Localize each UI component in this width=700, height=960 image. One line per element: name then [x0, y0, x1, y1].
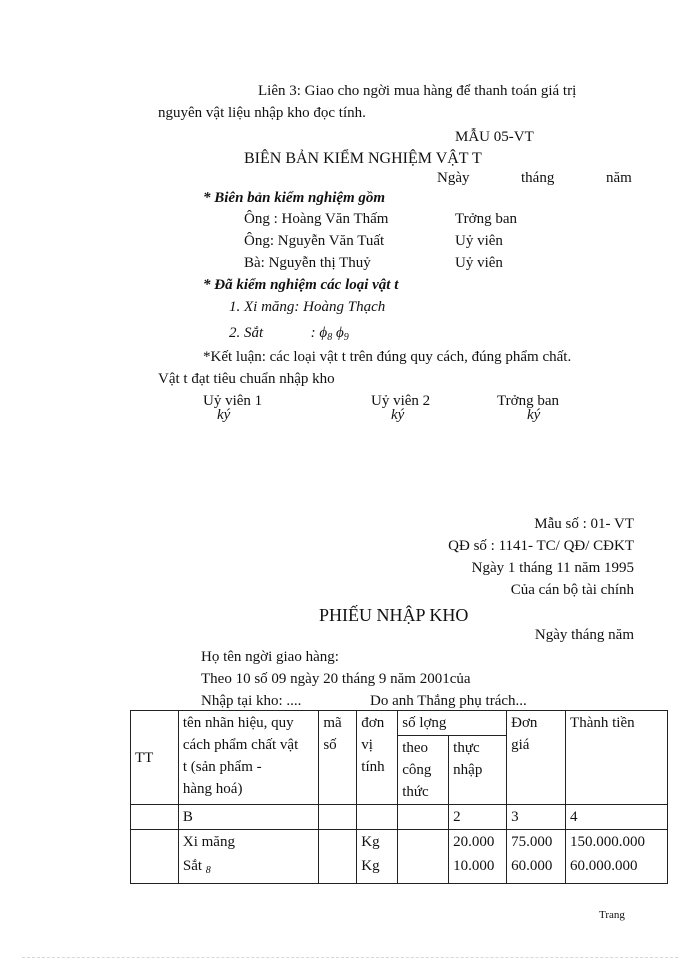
phi-symbol: ϕ [335, 325, 344, 341]
table-index-row [131, 805, 668, 830]
header-unit [357, 711, 398, 805]
phi-subscript: 8 [327, 332, 333, 343]
form2-code-line-2: QĐ số : 1141- TC/ QĐ/ CĐKT [448, 538, 634, 554]
header-qty-doc-line: theo [402, 740, 429, 756]
row-unit: Kg [361, 858, 380, 874]
header-price-line: giá [511, 737, 530, 753]
header-qty-doc-line: thức [402, 784, 429, 800]
member-name: Ông : Hoàng Văn Thấm [244, 211, 389, 227]
table-cell [319, 830, 357, 884]
table-cell [398, 830, 449, 884]
table-cell [357, 830, 398, 884]
header-code-line: số [323, 737, 337, 753]
row-actual: 20.000 [453, 834, 495, 850]
table-cell: 4 [566, 805, 668, 830]
conclusion-line-1: *Kết luận: các loại vật t trên đúng quy cách, đúng phẩm chất. [203, 349, 572, 365]
goods-receipt-table [130, 710, 668, 884]
warehouse-label: Nhập tại kho: .... [201, 693, 302, 709]
phi-symbol: ϕ [319, 325, 328, 341]
page-footer-label: Trang [599, 909, 625, 921]
member-name: Bà: Nguyễn thị Thuỷ [244, 255, 371, 271]
header-name-line: t (sản phẩm - [182, 759, 262, 775]
row-name [183, 855, 314, 882]
table-cell [178, 830, 318, 884]
table-cell: B [178, 805, 318, 830]
header-unit-line: đơn [361, 715, 385, 731]
row-name: Xi măng [182, 834, 235, 850]
warehouse-manager: Do anh Thắng phụ trách... [370, 693, 527, 709]
header-name-line: hàng hoá) [182, 781, 243, 797]
row-price: 60.000 [511, 858, 553, 874]
header-qty-actual-line: nhập [453, 762, 483, 778]
form1-date-year: năm [606, 170, 632, 186]
header-price-line: Đơn [511, 715, 538, 731]
header-unit-line: vị [361, 737, 373, 753]
signature-sign: ký [217, 407, 231, 423]
form1-code: MẪU 05-VT [455, 129, 534, 145]
table-cell [319, 805, 357, 830]
header-name-line: cách phẩm chất vật [182, 737, 299, 753]
form2-date: Ngày tháng năm [534, 627, 634, 643]
row-price: 75.000 [511, 834, 553, 850]
header-name-line: tên nhãn hiệu, quy [182, 715, 294, 731]
material-item-steel [229, 324, 349, 347]
member-role: Trởng ban [455, 211, 517, 227]
form1-date-month: tháng [521, 170, 555, 186]
phi-subscript: 8 [205, 865, 211, 876]
header-unit-line: tính [361, 759, 385, 775]
material-steel-label: 2. Sắt [229, 325, 264, 341]
header-qty-doc-line: công [402, 762, 432, 778]
note-line-2: nguyên vật liệu nhập kho đọc tính. [158, 105, 366, 121]
form2-code-line-4: Của cán bộ tài chính [510, 582, 634, 598]
header-qty-doc [398, 736, 449, 805]
row-total: 150.000.000 [570, 834, 646, 850]
form2-code-line-1: Mẫu số : 01- VT [534, 516, 634, 532]
note-line-1: Liên 3: Giao cho ngời mua hàng để thanh toán giá trị [258, 83, 577, 99]
form2-code-line-3: Ngày 1 tháng 11 năm 1995 [471, 560, 634, 576]
header-qty-actual-line: thực [453, 740, 480, 756]
header-quantity: số lợng [398, 711, 507, 736]
table-cell [131, 830, 179, 884]
materials-heading: * Đã kiểm nghiệm các loại vật t [203, 277, 399, 293]
committee-heading: * Biên bản kiểm nghiệm gồm [203, 190, 386, 206]
signature-sign: ký [391, 407, 405, 423]
table-cell [398, 805, 449, 830]
header-name [178, 711, 318, 805]
table-cell [507, 830, 566, 884]
form1-date-day: Ngày [437, 170, 470, 186]
material-steel-colon: : [310, 325, 316, 341]
reference-line: Theo 10 số 09 ngày 20 tháng 9 năm 2001của [201, 671, 471, 687]
deliverer-label: Họ tên ngời giao hàng: [201, 649, 339, 665]
form2-title: PHIẾU NHẬP KHO [319, 605, 469, 625]
table-row [131, 830, 668, 884]
header-qty-actual [449, 736, 507, 805]
material-item-cement: 1. Xi măng: Hoàng Thạch [229, 299, 386, 315]
header-code [319, 711, 357, 805]
member-name: Ông: Nguyễn Văn Tuất [244, 233, 385, 249]
row-total: 60.000.000 [570, 858, 638, 874]
table-cell [449, 830, 507, 884]
row-name-text: Sắt [182, 858, 203, 874]
header-tt: TT [131, 711, 179, 805]
signature-title: Uỷ viên 2 [371, 393, 431, 409]
member-role: Uỷ viên [455, 255, 503, 271]
page-bottom-divider [22, 957, 678, 958]
member-role: Uỷ viên [455, 233, 503, 249]
phi-subscript: 9 [343, 332, 349, 343]
form1-title: BIÊN BẢN KIỂM NGHIỆM VẬT T [244, 150, 482, 167]
conclusion-line-2: Vật t đạt tiêu chuẩn nhập kho [158, 371, 335, 387]
table-cell: 3 [507, 805, 566, 830]
signature-title: Trởng ban [497, 393, 559, 409]
signature-sign: ký [527, 407, 541, 423]
header-total: Thành tiền [566, 711, 668, 805]
table-cell [131, 805, 179, 830]
header-price [507, 711, 566, 805]
row-actual: 10.000 [453, 858, 495, 874]
header-code-line: mã [323, 715, 342, 731]
table-cell [357, 805, 398, 830]
table-cell: 2 [449, 805, 507, 830]
row-unit: Kg [361, 834, 380, 850]
table-cell [566, 830, 668, 884]
table-header-row [131, 711, 668, 736]
signature-title: Uỷ viên 1 [203, 393, 263, 409]
